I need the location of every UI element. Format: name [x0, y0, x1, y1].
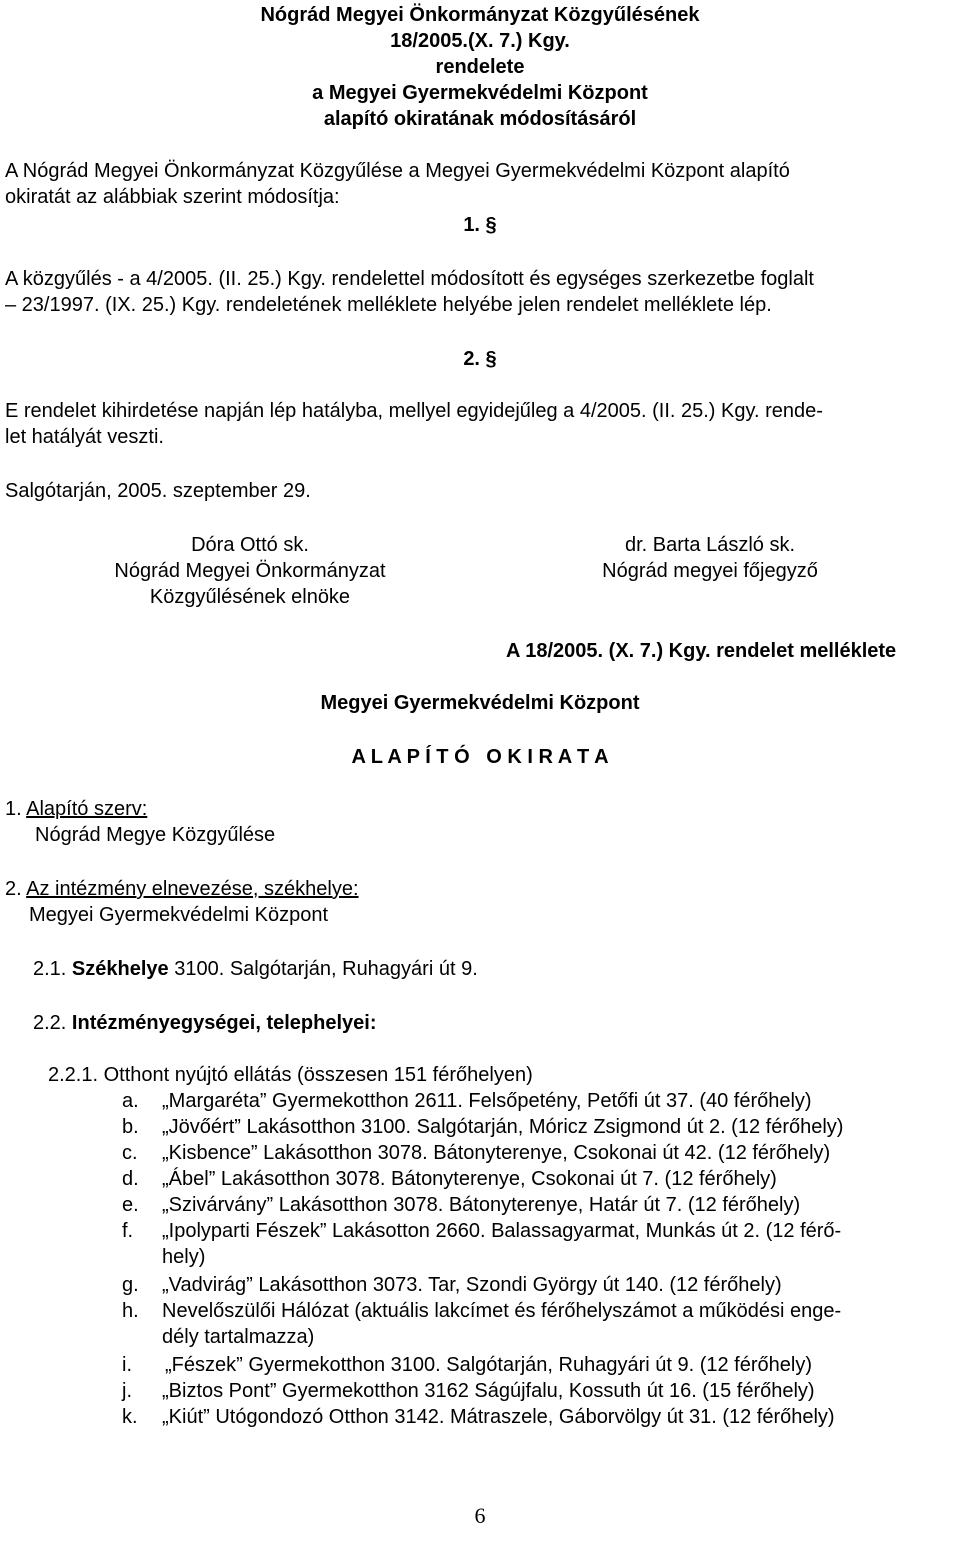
institution-number: 2.: [5, 878, 22, 900]
item-text: „Biztos Pont” Gyermekotthon 3162 Ságújfalu, Kossuth út 16. (15 férőhely): [162, 1380, 815, 1402]
item-text: „Jövőért” Lakásotthon 3100. Salgótarján, Móricz Zsigmond út 2. (12 férőhely): [162, 1116, 844, 1138]
intro-paragraph: [5, 158, 957, 210]
title-line-5: alapító okiratának módosításáról: [323, 108, 637, 130]
item-text: „Fészek” Gyermekotthon 3100. Salgótarján, Ruhagyári út 9. (12 férőhely): [165, 1354, 812, 1376]
section-1-paragraph: [5, 266, 957, 318]
signature-left: [60, 532, 440, 610]
item-text-continued: hely): [162, 1246, 206, 1268]
title-line-4: a Megyei Gyermekvédelmi Központ: [312, 82, 648, 104]
institution-heading: [5, 876, 359, 902]
section-1-heading: 1. §: [463, 214, 497, 236]
care-heading: 2.2.1. Otthont nyújtó ellátás (összesen 151 férőhelyen): [48, 1064, 533, 1086]
section-2-line-1: E rendelet kihirdetése napján lép hatályba, mellyel egyidejűleg a 4/2005. (II. 25.) Kgy. rende-: [5, 400, 823, 422]
item-text: „Ábel” Lakásotthon 3078. Bátonyterenye, Csokonai út 7. (12 férőhely): [162, 1168, 777, 1190]
title-line-2: 18/2005.(X. 7.) Kgy.: [390, 30, 570, 52]
units-label: Intézményegységei, telephelyei:: [71, 1012, 377, 1034]
institution-label: Az intézmény elnevezése, székhelye:: [26, 878, 359, 900]
seat-value: 3100. Salgótarján, Ruhagyári út 9.: [174, 958, 478, 980]
intro-line-2: okiratát az alábbiak szerint módosítja:: [5, 186, 340, 208]
annex-org: Megyei Gyermekvédelmi Központ: [320, 692, 640, 714]
founder-label: Alapító szerv:: [26, 798, 148, 820]
signature-left-title-2: Közgyűlésének elnöke: [149, 586, 351, 608]
item-letter: h.: [122, 1300, 139, 1322]
section-2-line-2: let hatályát veszti.: [5, 426, 164, 448]
signature-left-title-1: Nógrád Megyei Önkormányzat: [114, 560, 386, 582]
units-line: [33, 1010, 376, 1036]
signature-right: [520, 532, 900, 584]
item-letter: b.: [122, 1116, 139, 1138]
seat-line: [33, 956, 478, 982]
seat-label: Székhelye: [71, 958, 169, 980]
item-text: Nevelőszülői Hálózat (aktuális lakcímet és férőhelyszámot a működési enge-: [162, 1300, 842, 1322]
item-letter: i.: [122, 1354, 132, 1376]
units-number: 2.2.: [33, 1012, 67, 1034]
item-letter: f.: [122, 1220, 134, 1242]
annex-document-title: A L A P Í T Ó O K I R A T A: [351, 746, 609, 768]
item-letter: c.: [122, 1142, 138, 1164]
section-1-line-2: – 23/1997. (IX. 25.) Kgy. rendeletének melléklete helyébe jelen rendelet melléklete lép.: [5, 294, 772, 316]
item-text: „Ipolyparti Fészek” Lakásotton 2660. Balassagyarmat, Munkás út 2. (12 férő-: [162, 1220, 842, 1242]
document-title: [0, 2, 960, 132]
signature-left-name: Dóra Ottó sk.: [191, 534, 309, 556]
item-letter: k.: [122, 1406, 138, 1428]
annex-reference: A 18/2005. (X. 7.) Kgy. rendelet melléklete: [506, 640, 897, 662]
item-text: „Margaréta” Gyermekotthon 2611. Felsőpetény, Petőfi út 37. (40 férőhely): [162, 1090, 812, 1112]
founder-number: 1.: [5, 798, 22, 820]
section-2-paragraph: [5, 398, 957, 450]
item-text: „Szivárvány” Lakásotthon 3078. Bátonyterenye, Határ út 7. (12 férőhely): [162, 1194, 801, 1216]
item-text: „Vadvirág” Lakásotthon 3073. Tar, Szondi György út 140. (12 férőhely): [162, 1274, 782, 1296]
item-letter: g.: [122, 1274, 139, 1296]
item-letter: e.: [122, 1194, 139, 1216]
item-letter: a.: [122, 1090, 139, 1112]
item-text-continued: dély tartalmazza): [162, 1326, 315, 1348]
title-line-3: rendelete: [435, 56, 525, 78]
founder-heading: [5, 796, 147, 822]
intro-line-1: A Nógrád Megyei Önkormányzat Közgyűlése a Megyei Gyermekvédelmi Központ alapító: [5, 160, 790, 182]
seat-number: 2.1.: [33, 958, 67, 980]
place-date: Salgótarján, 2005. szeptember 29.: [5, 480, 311, 502]
institution-value: Megyei Gyermekvédelmi Központ: [29, 904, 329, 926]
founder-value: Nógrád Megye Közgyűlése: [35, 824, 276, 846]
item-text: „Kiút” Utógondozó Otthon 3142. Mátraszele, Gáborvölgy út 31. (12 férőhely): [162, 1406, 835, 1428]
item-text: „Kisbence” Lakásotthon 3078. Bátonyterenye, Csokonai út 42. (12 férőhely): [162, 1142, 831, 1164]
title-line-1: Nógrád Megyei Önkormányzat Közgyűlésének: [260, 4, 700, 26]
item-letter: j.: [122, 1380, 132, 1402]
page-number: 6: [474, 1503, 486, 1528]
section-2-heading: 2. §: [463, 348, 497, 370]
item-letter: d.: [122, 1168, 139, 1190]
signature-right-title: Nógrád megyei főjegyző: [602, 560, 818, 582]
section-1-line-1: A közgyűlés - a 4/2005. (II. 25.) Kgy. rendelettel módosított és egységes szerkezetbe foglalt: [5, 268, 814, 290]
signature-right-name: dr. Barta László sk.: [624, 534, 796, 556]
